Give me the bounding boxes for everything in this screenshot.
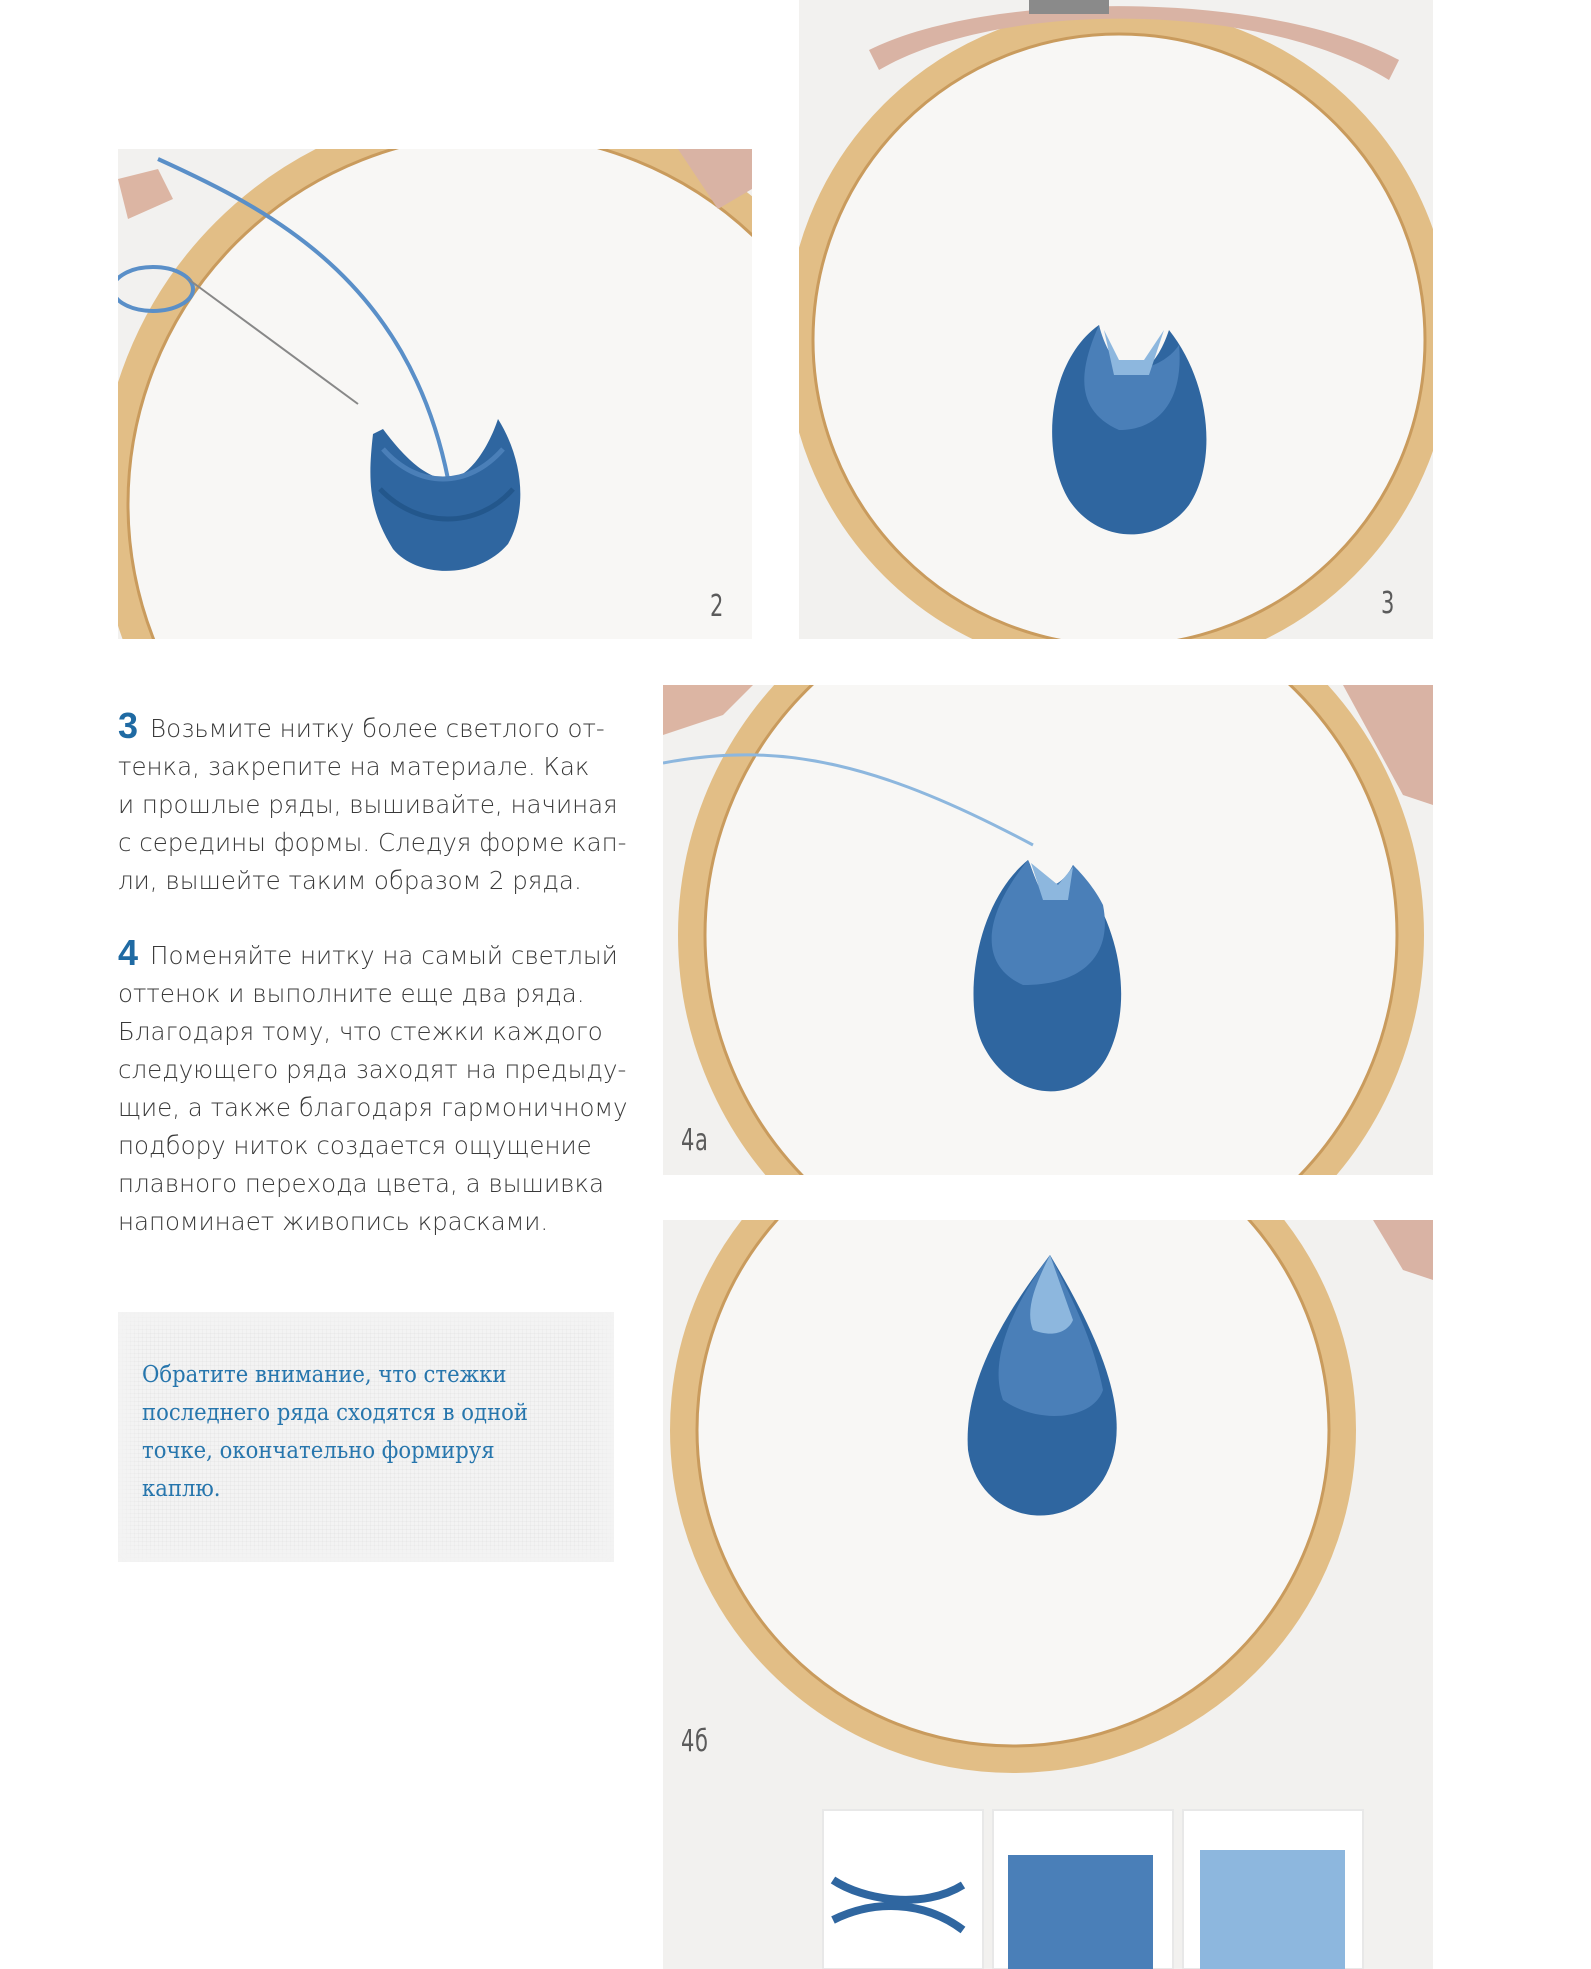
photo-number-label: 4б	[681, 1724, 709, 1759]
photo-number-label: 4а	[681, 1123, 709, 1158]
step-4-paragraph	[118, 934, 638, 1241]
step-4-line-5: подбору ниток создается ощущение	[118, 1131, 592, 1160]
embroidery-hoop-photo	[799, 0, 1433, 639]
photo-step-3	[799, 0, 1433, 639]
photo-step-4a	[663, 685, 1433, 1175]
step-number: 4	[118, 932, 139, 973]
photo-number-label: 2	[710, 589, 725, 624]
step-3-line-3: с середины формы. Следуя форме кап-	[118, 828, 627, 857]
tip-note-text	[142, 1356, 556, 1508]
tip-note-box	[118, 1312, 614, 1562]
step-3-line-4: ли, вышейте таким образом 2 ряда.	[118, 866, 582, 895]
photo-step-4b	[663, 1220, 1433, 1969]
embroidery-hoop-photo	[663, 1220, 1433, 1969]
thread-bobbins-photo	[823, 1810, 1363, 1969]
step-3-paragraph	[118, 707, 638, 900]
step-4-line-4: щие, а также благодаря гармоничному	[118, 1093, 628, 1122]
step-4-line-2: Благодаря тому, что стежки каждого	[118, 1017, 603, 1046]
tip-note-line: Обратите внимание, что стежки	[142, 1362, 507, 1388]
tip-note-line: последнего ряда сходятся в одной	[142, 1400, 529, 1426]
step-number: 3	[118, 705, 139, 746]
step-4-line-0: 4 Поменяйте нитку на самый светлый	[118, 932, 618, 973]
embroidery-hoop-photo	[118, 149, 752, 639]
step-4-line-1: оттенок и выполните еще два ряда.	[118, 979, 585, 1008]
photo-step-2	[118, 149, 752, 639]
step-4-line-3: следующего ряда заходят на предыду-	[118, 1055, 627, 1084]
step-3-line-2: и прошлые ряды, вышивайте, начиная	[118, 790, 618, 819]
step-3-line-1: тенка, закрепите на материале. Как	[118, 752, 590, 781]
step-4-line-6: плавного перехода цвета, а вышивка	[118, 1169, 605, 1198]
tip-note-line: каплю.	[142, 1476, 221, 1502]
step-4-line-7: напоминает живопись красками.	[118, 1207, 549, 1236]
embroidery-hoop-photo	[663, 685, 1433, 1175]
photo-number-label: 3	[1381, 586, 1396, 621]
tip-note-line: точке, окончательно формируя	[142, 1438, 495, 1464]
step-3-line-0: 3 Возьмите нитку более светлого от-	[118, 705, 605, 746]
